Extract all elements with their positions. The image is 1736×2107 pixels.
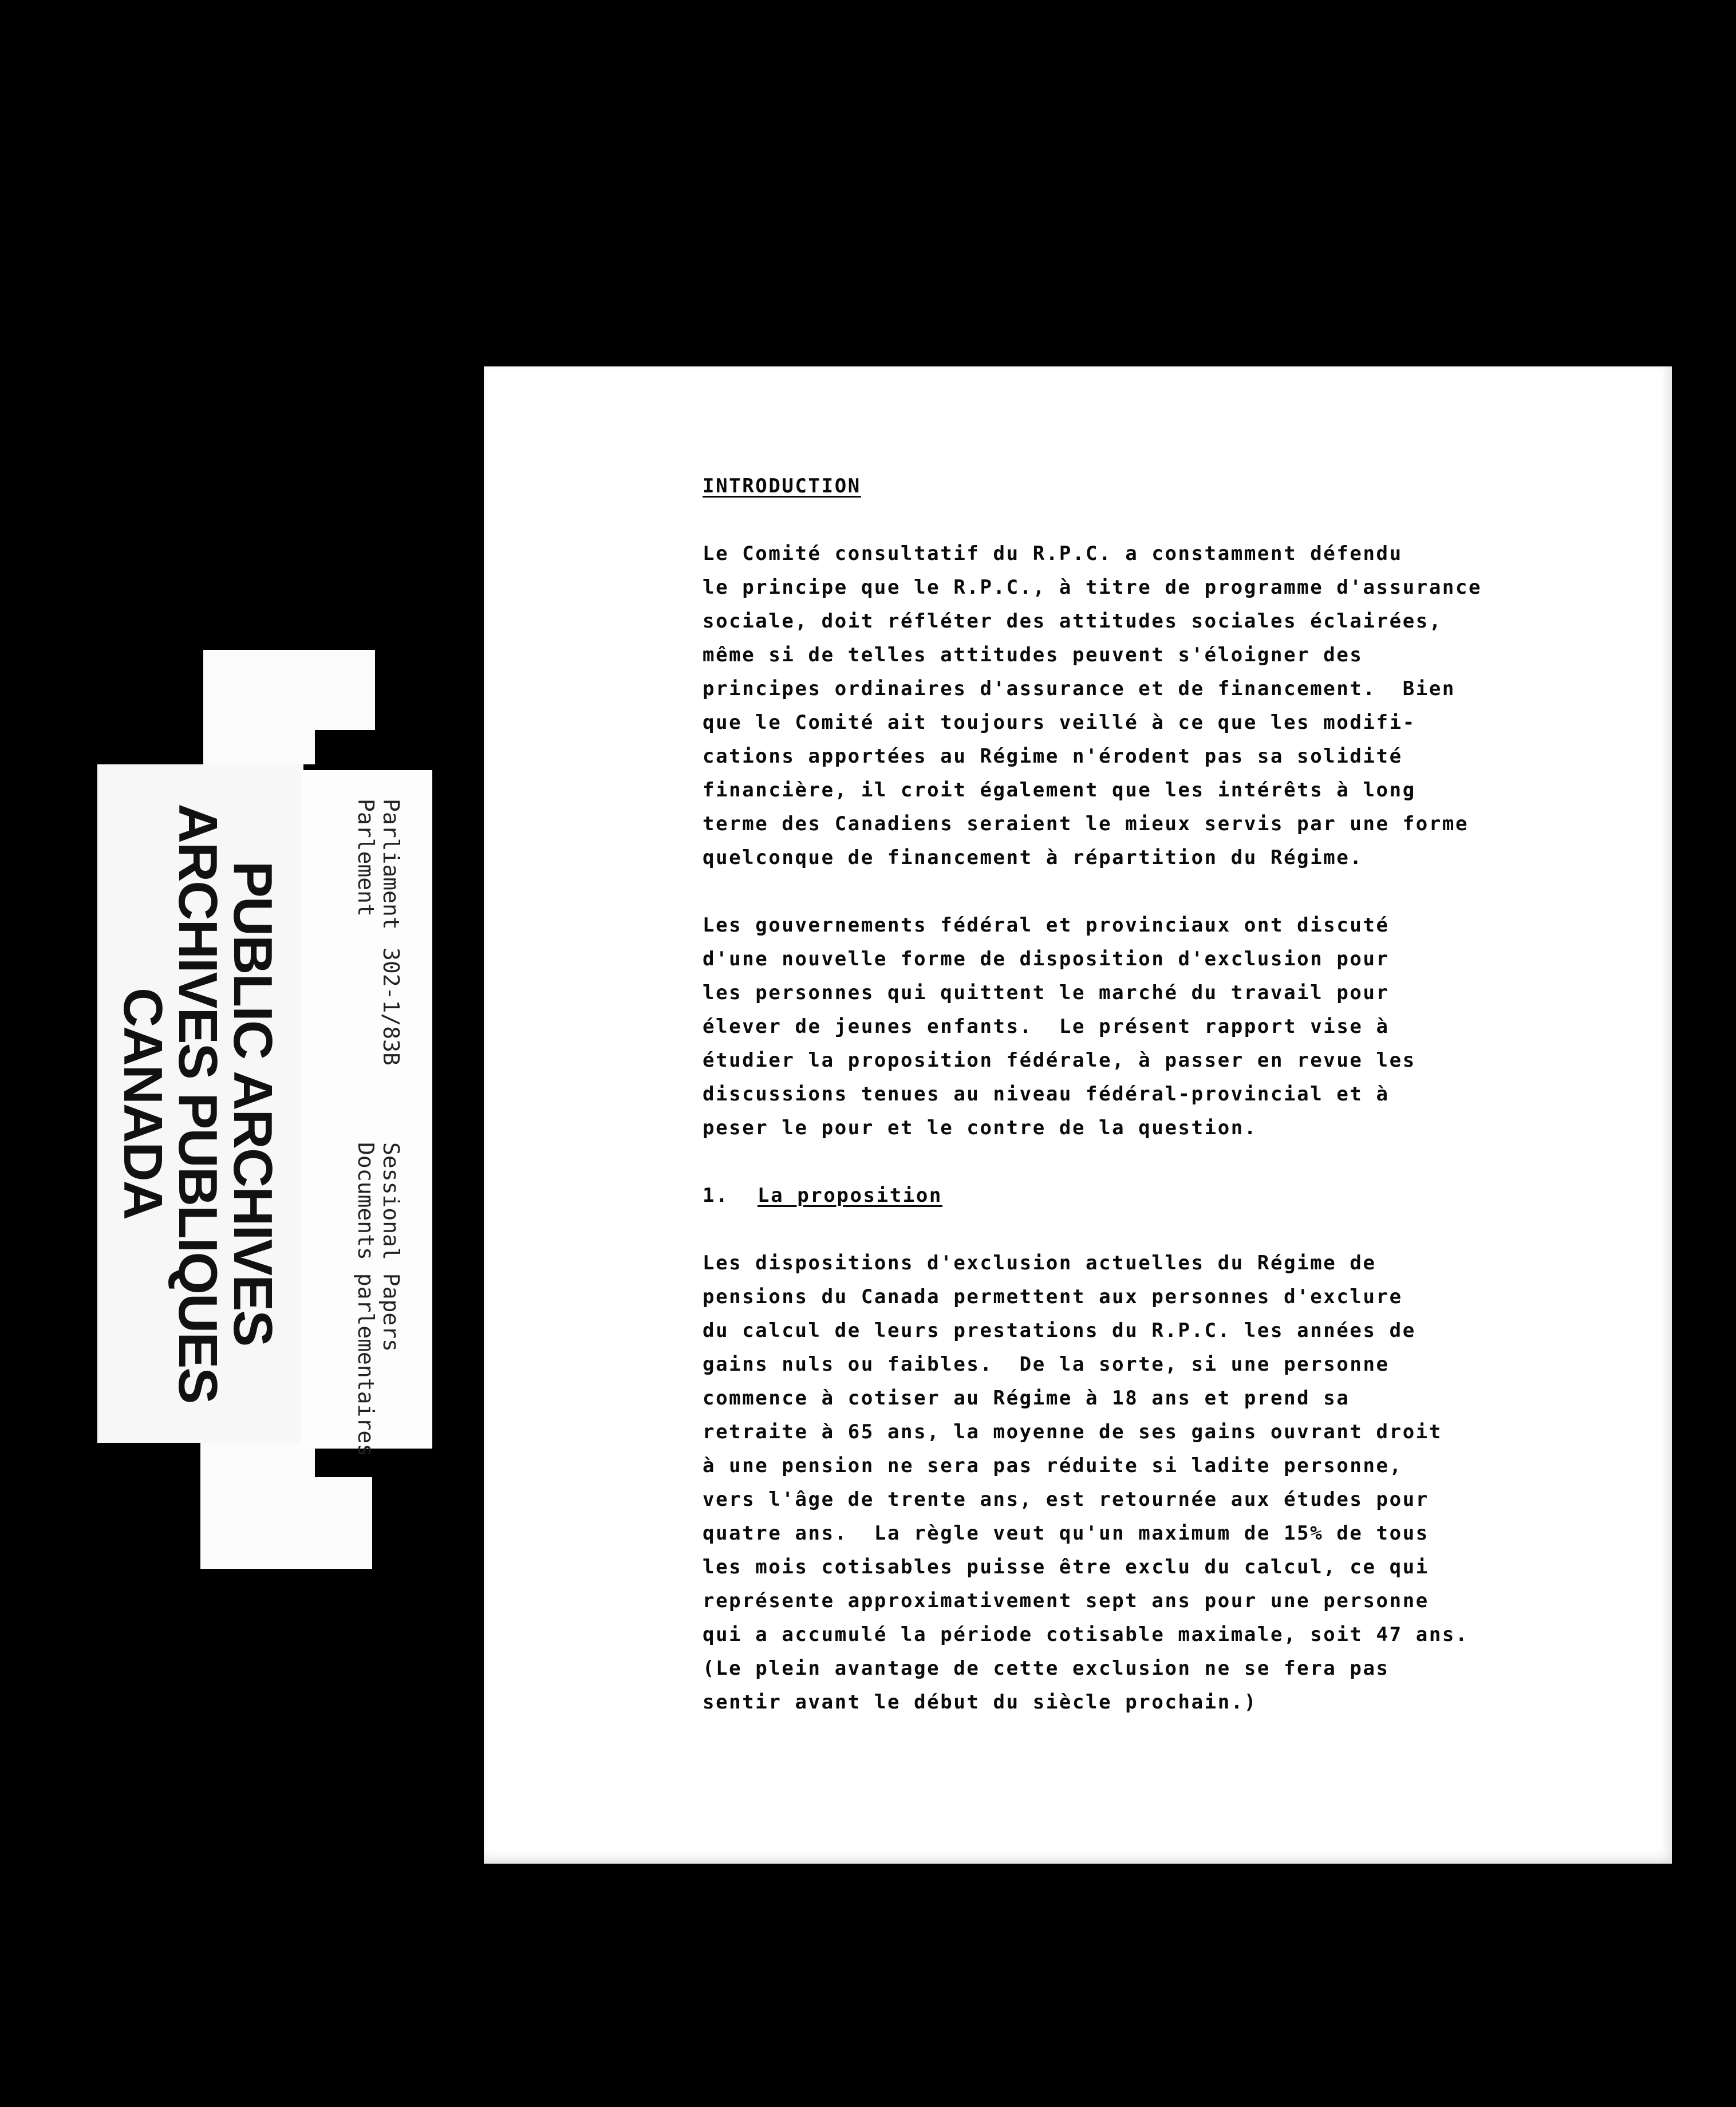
spacer [703, 1213, 1619, 1246]
text-line: les mois cotisables puisse être exclu du calcul, ce qui [703, 1556, 1429, 1579]
parliament-en: Parliament [378, 799, 404, 930]
text-line: principes ordinaires d'assurance et de financement. Bien [703, 677, 1455, 700]
parliament-label [353, 799, 404, 930]
call-number-label [378, 948, 404, 1066]
parliament-fr: Parlement [353, 799, 378, 917]
section-number: 1. [703, 1184, 729, 1207]
text-line: les personnes qui quittent le marché du travail pour [703, 981, 1390, 1004]
text-line: peser le pour et le contre de la question. [703, 1116, 1257, 1139]
text-line: retraite à 65 ans, la moyenne de ses gains ouvrant droit [703, 1421, 1442, 1443]
label-tab-bottom-left [200, 1443, 315, 1569]
paragraph-2 [703, 909, 1619, 1145]
sessional-fr: Documents parlementaires [353, 1142, 378, 1457]
text-line: (Le plein avantage de cette exclusion ne se fera pas [703, 1657, 1390, 1680]
text-line: sentir avant le début du siècle prochain.) [703, 1691, 1257, 1714]
text-line: financière, il croit également que les intérêts à long [703, 779, 1416, 802]
section-title: La proposition [757, 1184, 942, 1207]
paragraph-1 [703, 537, 1619, 875]
text-line: même si de telles attitudes peuvent s'éloigner des [703, 644, 1363, 666]
text-line: cations apportées au Régime n'érodent pas sa solidité [703, 745, 1403, 768]
document-page [484, 366, 1672, 1864]
sessional-en: Sessional Papers [378, 1142, 404, 1352]
text-line: gains nuls ou faibles. De la sorte, si une personne [703, 1353, 1390, 1376]
section-heading [703, 1179, 1619, 1213]
text-line: d'une nouvelle forme de disposition d'exclusion pour [703, 948, 1390, 970]
text-line: le principe que le R.P.C., à titre de programme d'assurance [703, 576, 1482, 599]
text-line: vers l'âge de trente ans, est retournée aux études pour [703, 1488, 1429, 1511]
document-body [703, 469, 1619, 1719]
archive-line-country: CANADA [112, 988, 173, 1219]
archive-line-en: PUBLIC ARCHIVES [222, 861, 283, 1346]
text-line: quatre ans. La règle veut qu'un maximum de 15% de tous [703, 1522, 1429, 1545]
paragraph-3 [703, 1246, 1619, 1719]
label-tab-top-left [203, 650, 315, 764]
text-line: Les gouvernements fédéral et provinciaux ont discuté [703, 914, 1390, 937]
text-line: à une pension ne sera pas réduite si ladite personne, [703, 1454, 1403, 1477]
text-line: étudier la proposition fédérale, à passer en revue les [703, 1049, 1416, 1072]
spacer [703, 1145, 1619, 1179]
archive-stamp-text [112, 803, 283, 1403]
text-line: du calcul de leurs prestations du R.P.C. les années de [703, 1319, 1416, 1342]
text-line: sociale, doit réfléter des attitudes sociales éclairées, [703, 610, 1442, 633]
sessional-label [353, 1142, 404, 1457]
text-line: discussions tenues au niveau fédéral-provincial et à [703, 1083, 1390, 1106]
spacer [703, 875, 1619, 909]
spacer [703, 503, 1619, 537]
text-line: quelconque de financement à répartition du Régime. [703, 846, 1363, 869]
text-line: que le Comité ait toujours veillé à ce que les modifi- [703, 711, 1416, 734]
call-number: 302-1/83B [378, 948, 404, 1066]
text-line: qui a accumulé la période cotisable maximale, soit 47 ans. [703, 1623, 1469, 1646]
text-line: pensions du Canada permettent aux personnes d'exclure [703, 1285, 1403, 1308]
text-line: élever de jeunes enfants. Le présent rapport vise à [703, 1015, 1390, 1038]
text-line: représente approximativement sept ans pour une personne [703, 1589, 1429, 1612]
text-line: Les dispositions d'exclusion actuelles du Régime de [703, 1252, 1376, 1275]
archive-line-fr: ARCHIVES PUBLIQUES [167, 803, 228, 1403]
text-line: commence à cotiser au Régime à 18 ans et prend sa [703, 1387, 1350, 1410]
document-heading: INTRODUCTION [703, 475, 861, 498]
text-line: terme des Canadiens seraient le mieux servis par une forme [703, 812, 1469, 835]
text-line: Le Comité consultatif du R.P.C. a constamment défendu [703, 542, 1403, 565]
